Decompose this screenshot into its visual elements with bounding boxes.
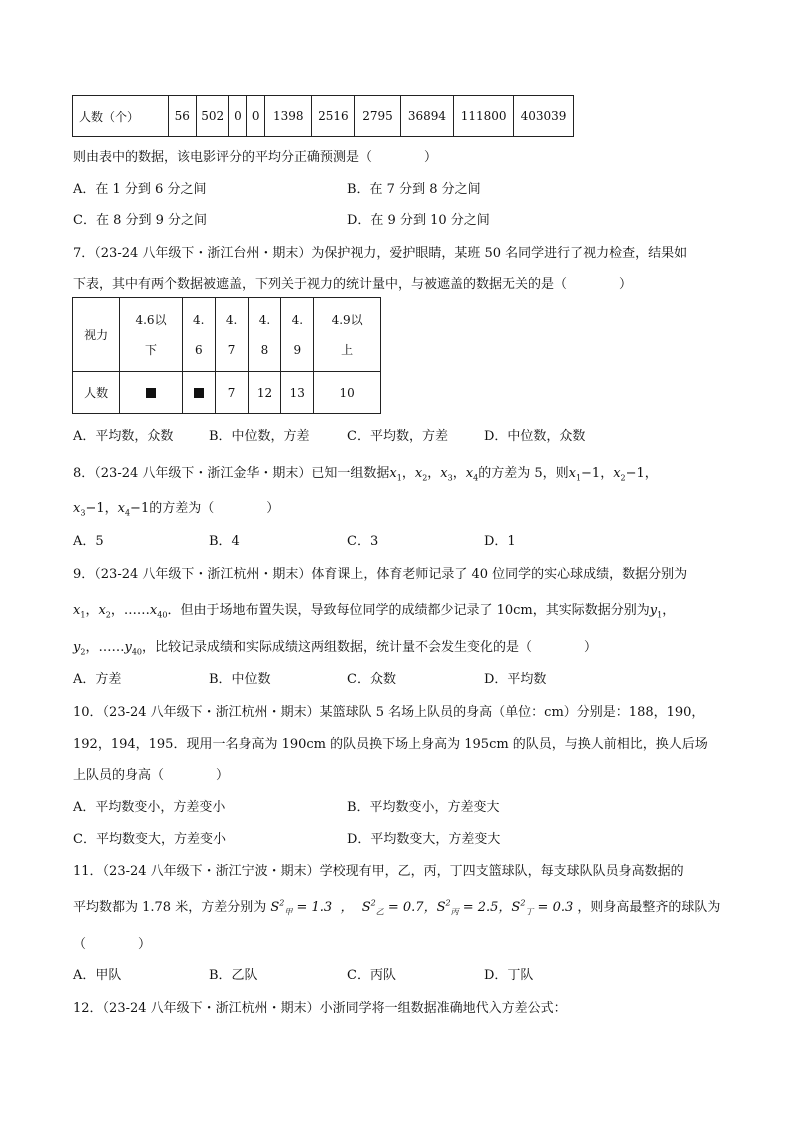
q11-line-3: （ ） <box>73 937 152 952</box>
table-row <box>73 96 574 137</box>
count-cell: 7 <box>215 372 248 414</box>
q6-option-c: C．在 8 分到 9 分之间 <box>73 213 208 228</box>
table-cell: 0 <box>247 96 265 137</box>
mask-square-icon <box>146 388 156 398</box>
vision-cell: 4. 8 <box>248 298 281 372</box>
q7-option-a: A．平均数，众数 <box>73 429 174 444</box>
q12-line-1: 12．（23-24 八年级下・浙江杭州・期末）小浙同学将一组数据准确地代入方差公式： <box>73 1001 567 1016</box>
count-cell-masked <box>182 372 215 414</box>
vision-table <box>72 297 381 414</box>
q6-option-a: A．在 1 分到 6 分之间 <box>73 182 207 197</box>
vision-cell: 4. 9 <box>281 298 314 372</box>
q6-option-b: B．在 7 分到 8 分之间 <box>347 182 481 197</box>
q7-option-d: D．中位数，众数 <box>484 429 586 444</box>
vision-cell: 4. 7 <box>215 298 248 372</box>
count-cell: 12 <box>248 372 281 414</box>
q9-option-a: A．方差 <box>73 672 122 687</box>
q10-option-c: C．平均数变大，方差变小 <box>73 832 226 847</box>
table-cell: 56 <box>168 96 196 137</box>
count-cell: 13 <box>281 372 314 414</box>
q10-line-1: 10．（23-24 八年级下・浙江杭州・期末）某篮球队 5 名场上队员的身高（单位：cm）分别是：188，190， <box>73 705 705 720</box>
table-cell: 2516 <box>312 96 355 137</box>
q9-option-d: D．平均数 <box>484 672 547 687</box>
q10-line-3: 上队员的身高（ ） <box>73 768 230 783</box>
table-cell: 36894 <box>400 96 454 137</box>
row-label-vision: 视力 <box>73 298 120 372</box>
vision-cell: 4. 6 <box>182 298 215 372</box>
mask-square-icon <box>194 388 204 398</box>
q6-option-d: D．在 9 分到 10 分之间 <box>347 213 490 228</box>
table-row <box>73 298 381 372</box>
table-row <box>73 372 381 414</box>
table-cell: 0 <box>229 96 247 137</box>
q7-option-b: B．中位数，方差 <box>209 429 310 444</box>
table-cell: 111800 <box>454 96 514 137</box>
table-cell: 2795 <box>355 96 400 137</box>
q11-line-1: 11．（23-24 八年级下・浙江宁波・期末）学校现有甲，乙，丙，丁四支篮球队，每支球队队员身高数据的 <box>73 864 684 879</box>
q7-line-2: 下表，其中有两个数据被遮盖，下列关于视力的统计量中，与被遮盖的数据无关的是（ ） <box>73 277 633 292</box>
count-cell: 10 <box>314 372 381 414</box>
q10-option-a: A．平均数变小，方差变小 <box>73 800 226 815</box>
q8-option-a: A．5 <box>73 534 104 549</box>
q9-line-3: $y_2$，$\dots\dots y_{40}$，比较记录成绩和实际成绩这两组数据，统计量不会发生变化的是（ ） <box>73 640 598 657</box>
q11-option-b: B．乙队 <box>209 968 258 983</box>
rating-count-table <box>72 95 574 137</box>
table-header-cell: 人数（个） <box>73 96 169 137</box>
q8-option-b: B．4 <box>209 534 240 549</box>
q10-line-2: 192，194，195．现用一名身高为 190cm 的队员换下场上身高为 195cm 的队员，与换人前相比，换人后场 <box>73 737 708 752</box>
vision-cell: 4.9以 上 <box>314 298 381 372</box>
q8-option-c: C．3 <box>347 534 379 549</box>
q8-line-2: $x_3-1$，$x_4-1$的方差为（ ） <box>73 501 280 518</box>
q11-option-c: C．丙队 <box>347 968 396 983</box>
table-cell: 1398 <box>265 96 312 137</box>
vision-cell: 4.6以 下 <box>120 298 183 372</box>
q9-option-b: B．中位数 <box>209 672 271 687</box>
q7-line-1: 7．（23-24 八年级下・浙江台州・期末）为保护视力，爱护眼睛，某班 50 名同学进行了视力检查，结果如 <box>73 246 688 261</box>
q11-option-d: D．丁队 <box>484 968 534 983</box>
q11-option-a: A．甲队 <box>73 968 122 983</box>
table-cell: 403039 <box>514 96 574 137</box>
q9-line-2: $x_1$，$x_2$，$\dots\dots x_{40}$．但由于场地布置失误，导致每位同学的成绩都少记录了 10cm，其实际数据分别为$y_1$， <box>73 603 676 620</box>
q9-line-1: 9．（23-24 八年级下・浙江杭州・期末）体育课上，体育老师记录了 40 位同学的实心球成绩，数据分别为 <box>73 567 688 582</box>
q8-option-d: D．1 <box>484 534 516 549</box>
q10-option-d: D．平均数变大，方差变大 <box>347 832 501 847</box>
variance-formula: $S^2_甲 = 1.3$ ， $S^2_乙 = 0.7$，$S^2_丙 = 2.5$，$S^2_丁 = 0.3$ <box>270 898 578 917</box>
q11-line-2: 平均数都为 1.78 米，方差分别为 $S^2_甲 = 1.3$ ， $S^2_乙 = 0.7$，$S^2_丙 = 2.5$，$S^2_丁 = 0.3$ ，则身高最整齐的球队为 <box>73 898 721 917</box>
row-label-count: 人数 <box>73 372 120 414</box>
table-cell: 502 <box>196 96 229 137</box>
q10-option-b: B．平均数变小，方差变大 <box>347 800 500 815</box>
q8-line-1: 8．（23-24 八年级下・浙江金华・期末）已知一组数据$x_1$，$x_2$，$x_3$，$x_4$的方差为 5，则$x_1-1$，$x_2-1$， <box>73 466 658 483</box>
count-cell-masked <box>120 372 183 414</box>
q6-question-tail: 则由表中的数据，该电影评分的平均分正确预测是（ ） <box>73 150 438 165</box>
q9-option-c: C．众数 <box>347 672 396 687</box>
q7-option-c: C．平均数，方差 <box>347 429 448 444</box>
